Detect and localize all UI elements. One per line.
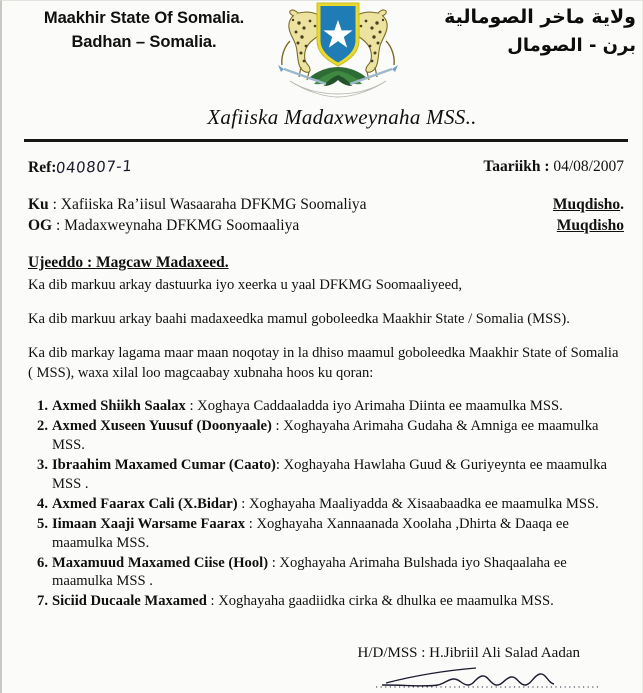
- date-label: Taariikh :: [483, 158, 550, 175]
- appointee-name: Axmed Faarax Cali (X.Bidar): [52, 495, 238, 512]
- address-from-value: : Madaxweynaha DFKMG Soomaaliya: [56, 217, 300, 235]
- document-title: Xafiiska Madaxweynaha MSS..: [207, 105, 477, 129]
- address-to-key: Ku: [28, 196, 49, 213]
- address-block: [28, 194, 624, 237]
- appointee-name: Ibraahim Maxamed Cumar (Caato): [52, 456, 276, 473]
- appointee-number: 3.: [37, 456, 48, 473]
- address-from-city-text: Muqdisho: [556, 217, 624, 235]
- appointee-name: Axmed Xuseen Yuusuf (Doonyaale): [52, 417, 272, 434]
- date-block: [483, 158, 624, 176]
- reference-number-handwritten: 040807-1: [55, 157, 134, 177]
- body-paragraph-3: Ka dib markay lagama maar maan noqotay in la dhiso maamul goboleedka Maakhir State of Somalia ( MSS), waxa xilal loo magcaabay xubnaha hoos ku qoran:: [28, 345, 619, 381]
- reference-label: Ref:: [28, 159, 57, 176]
- appointee-item: [26, 554, 620, 592]
- reference-and-date-row: [28, 158, 624, 180]
- appointee-number: 1.: [37, 397, 48, 414]
- header-divider-rule: [24, 139, 628, 142]
- letterhead-arabic-title: [396, 3, 636, 59]
- signatory-name: H/D/MSS : H.Jibriil Ali Salad Aadan: [357, 645, 580, 661]
- date-value: 04/08/2007: [553, 158, 624, 175]
- laurel-fronds-icon: [308, 67, 368, 86]
- coat-of-arms-svg: [268, 1, 408, 101]
- body-paragraph-1: Ka dib markuu arkay dastuurka iyo xeerka u yaal DFKMG Soomaaliyeed,: [28, 276, 463, 293]
- appointee-number: 5.: [37, 515, 48, 532]
- appointee-item: [26, 456, 620, 494]
- appointee-role: : Xoghayaha Hawlaha Guud & Guriyeynta ee maamulka MSS .: [52, 456, 607, 492]
- appointee-number: 4.: [37, 495, 48, 512]
- appointee-number: 7.: [37, 593, 48, 610]
- appointee-item: [26, 515, 620, 553]
- appointee-name: Iimaan Xaaji Warsame Faarax: [52, 515, 246, 532]
- handwritten-signature-icon: [368, 663, 618, 691]
- appointee-number: 6.: [37, 554, 48, 571]
- appointee-list: [26, 397, 620, 612]
- ribbon-icon: [290, 81, 386, 97]
- body-paragraph-2: Ka dib markuu arkay baahi madaxeedka mamul goboleedka Maakhir State / Somalia (MSS).: [28, 311, 570, 327]
- appointee-number: 2.: [37, 417, 48, 434]
- address-to-value: : Xafiiska Ra’iisul Wasaaraha DFKMG Soomaliya: [52, 196, 367, 213]
- appointee-name: Siciid Ducaale Maxamed: [52, 593, 207, 610]
- appointee-role: : Xoghayaha Arimaha Bulshada iyo Shaqaalaha ee maamulka MSS .: [52, 554, 567, 590]
- address-from-key: OG: [28, 217, 53, 235]
- letterhead-header: [2, 1, 642, 101]
- letterhead-arabic-line2: برن - الصومال: [507, 34, 636, 56]
- address-to-city-text: Muqdisho: [552, 196, 621, 213]
- blue-shield-icon: [317, 3, 359, 66]
- subject-line: Ujeeddo : Magcaw Madaxeed.: [28, 253, 229, 271]
- appointee-role: : Xoghaya Caddaaladda iyo Arimaha Diinta ee maamulka MSS.: [185, 397, 563, 414]
- coat-of-arms-emblem: [268, 1, 408, 101]
- letterhead-arabic-line1: ولاية ماخر الصومالية: [444, 6, 636, 28]
- signature-footer: [2, 633, 642, 693]
- appointee-item: [26, 397, 620, 416]
- appointee-item: [26, 417, 620, 455]
- appointee-item: [26, 592, 620, 611]
- address-from-city: [557, 215, 624, 236]
- appointee-name: Maxamuud Maxamed Ciise (Hool): [52, 554, 269, 571]
- letterhead-english-line2: Badhan – Somalia.: [71, 32, 217, 51]
- appointee-role: : Xoghayaha gaadiidka cirka & dhulka ee maamulka MSS.: [206, 593, 554, 610]
- address-to-city: [553, 194, 624, 215]
- address-row-to: [28, 194, 624, 215]
- address-to-city-suffix: .: [620, 196, 624, 213]
- letterhead-english-line1: Maakhir State Of Somalia.: [43, 9, 245, 27]
- appointee-role: : Xoghayaha Maaliyadda & Xisaabaadka ee maamulka MSS.: [237, 495, 599, 512]
- title-block: [2, 105, 642, 142]
- appointee-role: : Xoghayaha Xannaanada Xoolaha ,Dhirta & Daaqa ee maamulka MSS.: [52, 515, 569, 551]
- address-row-from: [28, 215, 624, 236]
- appointee-role: : Xoghayaha Arimaha Gudaha & Amniga ee maamulka MSS.: [52, 417, 599, 453]
- appointee-name: Axmed Shiikh Saalax: [52, 397, 186, 414]
- appointee-item: [26, 495, 620, 514]
- letterhead-english-title: [10, 7, 278, 55]
